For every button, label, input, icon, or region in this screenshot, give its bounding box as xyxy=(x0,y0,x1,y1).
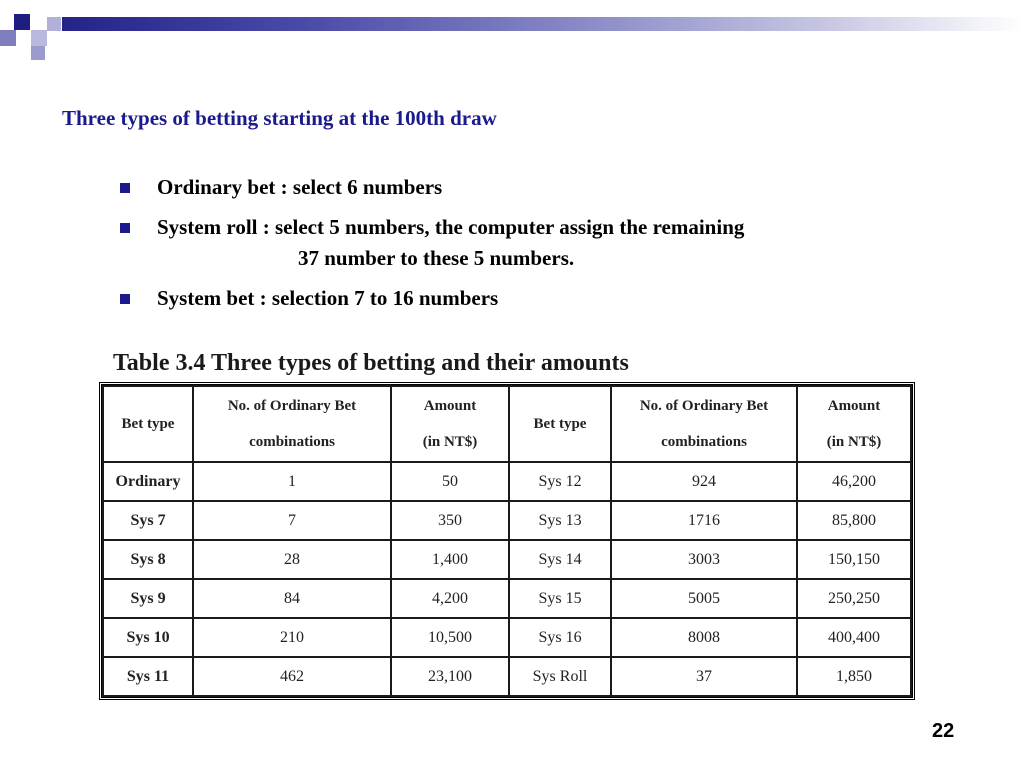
table-cell: 1,400 xyxy=(391,540,509,579)
table-cell: 462 xyxy=(193,657,391,696)
table-cell: 3003 xyxy=(611,540,797,579)
betting-table-frame xyxy=(99,382,915,700)
page-number: 22 xyxy=(932,720,955,742)
bullet-list xyxy=(116,172,936,323)
table-cell: Sys 8 xyxy=(103,540,193,579)
bullet-continuation: 37 number to these 5 numbers. xyxy=(298,246,575,270)
table-cell: 10,500 xyxy=(391,618,509,657)
table-row xyxy=(103,657,911,696)
table-cell: 37 xyxy=(611,657,797,696)
table-cell: 84 xyxy=(193,579,391,618)
table-header-row xyxy=(103,386,911,462)
table-cell: 1716 xyxy=(611,501,797,540)
table-cell: 400,400 xyxy=(797,618,911,657)
bullet-item xyxy=(116,172,936,203)
decorative-square xyxy=(31,30,47,46)
table-cell: Sys 14 xyxy=(509,540,611,579)
table-row xyxy=(103,462,911,501)
header-cell: No. of Ordinary Bet combinations xyxy=(611,386,797,462)
decorative-square xyxy=(31,46,45,60)
table-row xyxy=(103,501,911,540)
header-cell: Amount (in NT$) xyxy=(391,386,509,462)
table-cell: 7 xyxy=(193,501,391,540)
table-cell: Sys 13 xyxy=(509,501,611,540)
decorative-square xyxy=(0,30,16,46)
table-cell: 50 xyxy=(391,462,509,501)
slide-heading: Three types of betting starting at the 100th draw xyxy=(62,106,497,130)
table-cell: 8008 xyxy=(611,618,797,657)
table-cell: 1,850 xyxy=(797,657,911,696)
bullet-item xyxy=(116,212,936,274)
header-cell: Amount (in NT$) xyxy=(797,386,911,462)
bullet-text: System bet : selection 7 to 16 numbers xyxy=(157,286,499,310)
table-cell: Sys Roll xyxy=(509,657,611,696)
bullet-text: Ordinary bet : select 6 numbers xyxy=(157,175,443,199)
header-gradient-band xyxy=(62,17,1024,31)
table-cell: 85,800 xyxy=(797,501,911,540)
bullet-text: System roll : select 5 numbers, the computer assign the remaining xyxy=(157,215,745,239)
table-row xyxy=(103,540,911,579)
table-cell: 28 xyxy=(193,540,391,579)
table-row xyxy=(103,618,911,657)
table-title: Table 3.4 Three types of betting and their amounts xyxy=(113,350,629,376)
table-cell: 5005 xyxy=(611,579,797,618)
table-row xyxy=(103,579,911,618)
table-cell: 150,150 xyxy=(797,540,911,579)
table-cell: 23,100 xyxy=(391,657,509,696)
decorative-square xyxy=(47,17,61,31)
table-cell: Sys 10 xyxy=(103,618,193,657)
table-cell: Sys 11 xyxy=(103,657,193,696)
betting-table xyxy=(102,385,912,697)
table-cell: Sys 12 xyxy=(509,462,611,501)
square-bullet-icon xyxy=(120,183,130,193)
table-cell: 210 xyxy=(193,618,391,657)
table-cell: 250,250 xyxy=(797,579,911,618)
table-cell: 46,200 xyxy=(797,462,911,501)
header-cell: Bet type xyxy=(509,386,611,462)
table-cell: Ordinary xyxy=(103,462,193,501)
table-cell: 350 xyxy=(391,501,509,540)
square-bullet-icon xyxy=(120,294,130,304)
table-cell: 924 xyxy=(611,462,797,501)
table-cell: Sys 16 xyxy=(509,618,611,657)
table-cell: 4,200 xyxy=(391,579,509,618)
table-cell: Sys 15 xyxy=(509,579,611,618)
table-cell: 1 xyxy=(193,462,391,501)
header-cell: Bet type xyxy=(103,386,193,462)
decorative-square xyxy=(14,14,30,30)
square-bullet-icon xyxy=(120,223,130,233)
bullet-item xyxy=(116,283,936,314)
table-cell: Sys 7 xyxy=(103,501,193,540)
header-cell: No. of Ordinary Bet combinations xyxy=(193,386,391,462)
table-cell: Sys 9 xyxy=(103,579,193,618)
